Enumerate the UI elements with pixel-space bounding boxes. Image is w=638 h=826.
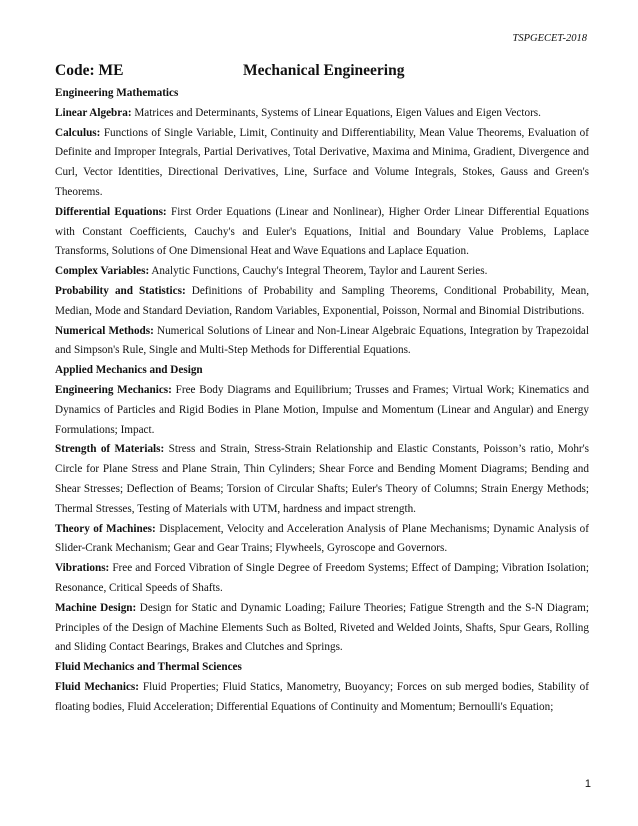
topic-text: Functions of Single Variable, Limit, Continuity and Differentiability, Mean Value Theorems, Evaluation of Definite and Improper Integrals, Partial Derivatives, Total Derivative, Maxima and Minima, Gradient, Divergence and Curl, Vector Identities, Directional Derivatives, Line, Surface and Volume Integrals, Stokes, Gauss and Green's Theorems. [55, 126, 589, 198]
syllabus-body [55, 84, 589, 718]
section-heading: Engineering Mathematics [55, 87, 179, 99]
syllabus-item [55, 203, 589, 262]
topic-text: Definitions of Probability and Sampling Theorems, Conditional Probability, Mean, Median, Mode and Standard Deviation, Random Variables, Exponential, Poisson, Normal and Binomial Distributions. [55, 284, 589, 317]
subject-code: Code: ME [55, 62, 124, 79]
syllabus-item [55, 559, 589, 599]
syllabus-item [55, 440, 589, 519]
topic-label: Linear Algebra: [55, 106, 132, 119]
topic-text: Stress and Strain, Stress-Strain Relationship and Elastic Constants, Poisson’s ratio, Mohr's Circle for Plane Stress and Plane Strain, Thin Cylinders; Shear Force and Bending Moment Diagrams; Bending and Shear Stresses; Deflection of Beams; Torsion of Circular Shafts; Euler's Theory of Columns; Strain Energy Methods; Thermal Stresses, Testing of Materials with UTM, hardness and impact strength. [55, 443, 590, 515]
topic-text: Numerical Solutions of Linear and Non-Linear Algebraic Equations, Integration by Trapezoidal and Simpson's Rule, Single and Multi-Step Methods for Differential Equations. [55, 324, 589, 357]
page-title [55, 62, 404, 80]
topic-text: Free Body Diagrams and Equilibrium; Trusses and Frames; Virtual Work; Kinematics and Dynamics of Particles and Rigid Bodies in Plane Motion, Impulse and Momentum (Linear and Angular) and Energy Formulations; Impact. [55, 383, 589, 436]
topic-label: Fluid Mechanics: [55, 680, 140, 693]
topic-text: Free and Forced Vibration of Single Degree of Freedom Systems; Effect of Damping; Vibration Isolation; Resonance, Critical Speeds of Shafts. [55, 562, 589, 594]
page-number: 1 [584, 778, 591, 790]
topic-text: Design for Static and Dynamic Loading; Failure Theories; Fatigue Strength and the S-N Diagram; Principles of the Design of Machine Elements Such as Bolted, Riveted and Welded Joints, Shafts, Spur Gears, Rolling and Sliding Contact Bearings, Brakes and Clutches and Springs. [55, 601, 589, 654]
topic-text: Fluid Properties; Fluid Statics, Manometry, Buoyancy; Forces on sub merged bodies, Stability of floating bodies, Fluid Acceleration; Differential Equations of Continuity and Momentum; Bernoulli's Equation; [55, 680, 589, 713]
topic-text: First Order Equations (Linear and Nonlinear), Higher Order Linear Differential Equations with Constant Coefficients, Cauchy's and Euler's Equations, Initial and Boundary Value Problems, Laplace Transforms, Solutions of One Dimensional Heat and Wave Equations and Laplace Equation. [55, 205, 589, 258]
topic-text: Analytic Functions, Cauchy's Integral Theorem, Taylor and Laurent Series. [149, 265, 488, 278]
syllabus-item [55, 322, 589, 362]
syllabus-item [55, 262, 589, 282]
topic-label: Numerical Methods: [55, 324, 154, 337]
topic-label: Engineering Mechanics: [55, 383, 172, 396]
topic-label: Complex Variables: [55, 265, 150, 278]
topic-label: Theory of Machines: [55, 522, 156, 535]
topic-label: Calculus: [55, 126, 101, 139]
topic-label: Vibrations: [55, 562, 110, 575]
syllabus-item [55, 282, 589, 322]
subject-name: Mechanical Engineering [243, 62, 405, 79]
topic-label: Differential Equations: [55, 205, 167, 218]
topic-label: Machine Design: [55, 601, 137, 614]
syllabus-item [55, 124, 589, 203]
syllabus-item [55, 678, 589, 718]
topic-label: Strength of Materials: [55, 443, 165, 456]
syllabus-item [55, 599, 589, 658]
syllabus-item [55, 381, 589, 440]
syllabus-item [55, 104, 589, 124]
topic-label: Probability and Statistics: [55, 284, 186, 297]
topic-text: Matrices and Determinants, Systems of Linear Equations, Eigen Values and Eigen Vectors. [131, 106, 541, 119]
section-heading: Applied Mechanics and Design [55, 364, 203, 377]
section-heading: Fluid Mechanics and Thermal Sciences [55, 661, 242, 674]
syllabus-item [55, 520, 589, 560]
topic-text: Displacement, Velocity and Acceleration Analysis of Plane Mechanisms; Dynamic Analysis of Slider-Crank Mechanism; Gear and Gear Trains; Flywheels, Gyroscope and Governors. [55, 522, 589, 555]
document-header: TSPGECET-2018 [512, 33, 587, 44]
